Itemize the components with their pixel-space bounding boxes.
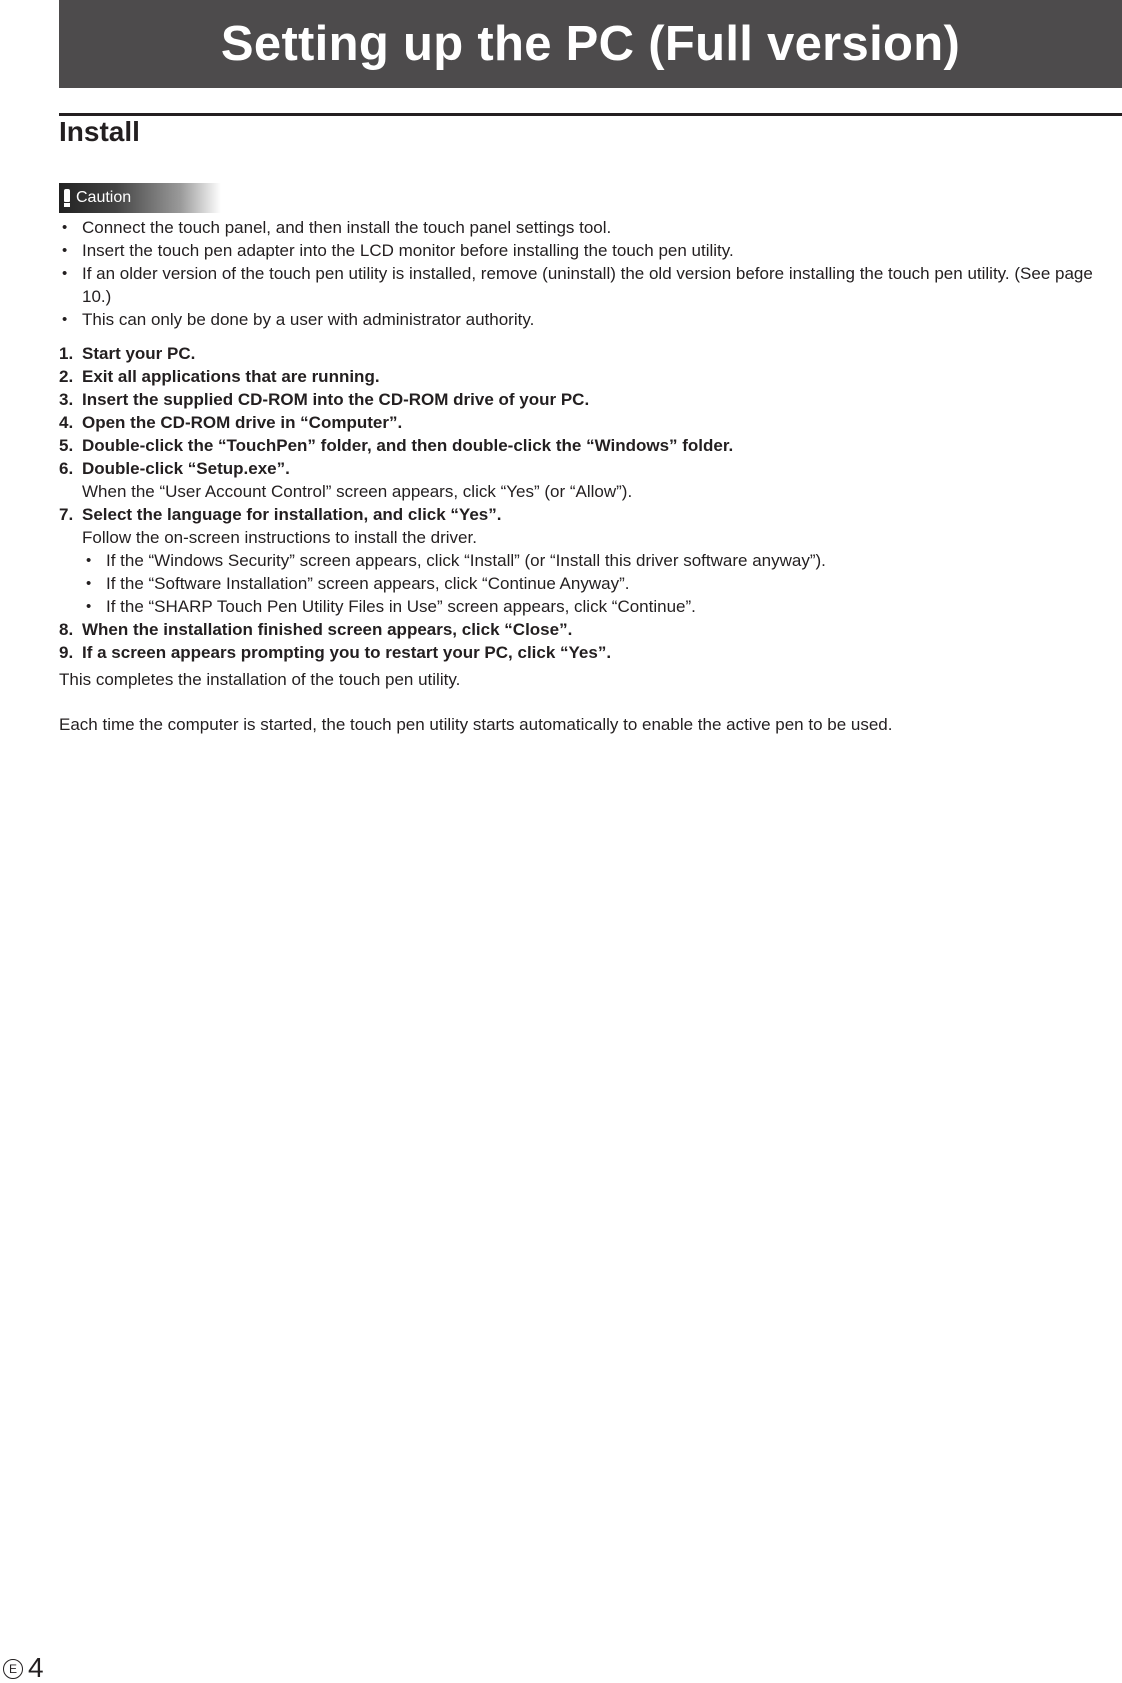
step-note: When the “User Account Control” screen appears, click “Yes” (or “Allow”).: [82, 482, 633, 501]
step-item: [59, 411, 1122, 434]
step-item: [59, 434, 1122, 457]
section-heading: Install: [59, 116, 140, 147]
completion-text: This completes the installation of the touch pen utility.: [59, 670, 461, 689]
step-number: 1.: [59, 344, 74, 363]
step-text: Exit all applications that are running.: [82, 367, 380, 386]
step-item: [59, 342, 1122, 365]
step-number: 9.: [59, 643, 74, 662]
step-text: Insert the supplied CD-ROM into the CD-ROM drive of your PC.: [82, 390, 590, 409]
step-text: Double-click the “TouchPen” folder, and then double-click the “Windows” folder.: [82, 436, 734, 455]
step-item: [59, 503, 1122, 618]
edition-e-icon: E: [3, 1659, 23, 1679]
step-item: [59, 641, 1122, 664]
step-number: 4.: [59, 413, 74, 432]
caution-item: • Insert the touch pen adapter into the LCD monitor before installing the touch pen utility.: [59, 239, 1122, 262]
step-note: Follow the on-screen instructions to install the driver.: [82, 528, 477, 547]
step-sub-item: • If the “SHARP Touch Pen Utility Files in Use” screen appears, click “Continue”.: [82, 595, 1122, 618]
page-number: 4: [28, 1652, 44, 1683]
step-item: [59, 388, 1122, 411]
exclamation-icon: [64, 189, 70, 207]
step-text: Open the CD-ROM drive in “Computer”.: [82, 413, 403, 432]
step-text: When the installation finished screen appears, click “Close”.: [82, 620, 573, 639]
caution-list: [59, 216, 1122, 331]
step-sub-item: • If the “Windows Security” screen appears, click “Install” (or “Install this driver software anyway”).: [82, 549, 1122, 572]
caution-label: Caution: [76, 189, 132, 206]
step-text: Select the language for installation, and click “Yes”.: [82, 505, 502, 524]
caution-item: • This can only be done by a user with administrator authority.: [59, 308, 1122, 331]
step-number: 5.: [59, 436, 74, 455]
step-sub-item: • If the “Software Installation” screen appears, click “Continue Anyway”.: [82, 572, 1122, 595]
step-number: 7.: [59, 505, 74, 524]
step-text: Start your PC.: [82, 344, 196, 363]
caution-item: • Connect the touch panel, and then install the touch panel settings tool.: [59, 216, 1122, 239]
step-item: [59, 457, 1122, 503]
caution-item: • If an older version of the touch pen utility is installed, remove (uninstall) the old version before installing the touch pen utility. (See page 10.): [59, 262, 1122, 308]
page-title: Setting up the PC (Full version): [220, 17, 961, 71]
step-item: [59, 618, 1122, 641]
install-steps: [59, 342, 1122, 664]
caution-badge: [59, 183, 221, 213]
step-number: 6.: [59, 459, 74, 478]
step-item: [59, 365, 1122, 388]
step-text: Double-click “Setup.exe”.: [82, 459, 290, 478]
section-divider: [59, 113, 1122, 116]
step-number: 8.: [59, 620, 74, 639]
autostart-note: Each time the computer is started, the touch pen utility starts automatically to enable the active pen to be used.: [59, 715, 893, 734]
step-number: 3.: [59, 390, 74, 409]
step-sub-list: [82, 549, 1122, 618]
step-number: 2.: [59, 367, 74, 386]
title-bar: [59, 0, 1122, 88]
step-text: If a screen appears prompting you to restart your PC, click “Yes”.: [82, 643, 612, 662]
